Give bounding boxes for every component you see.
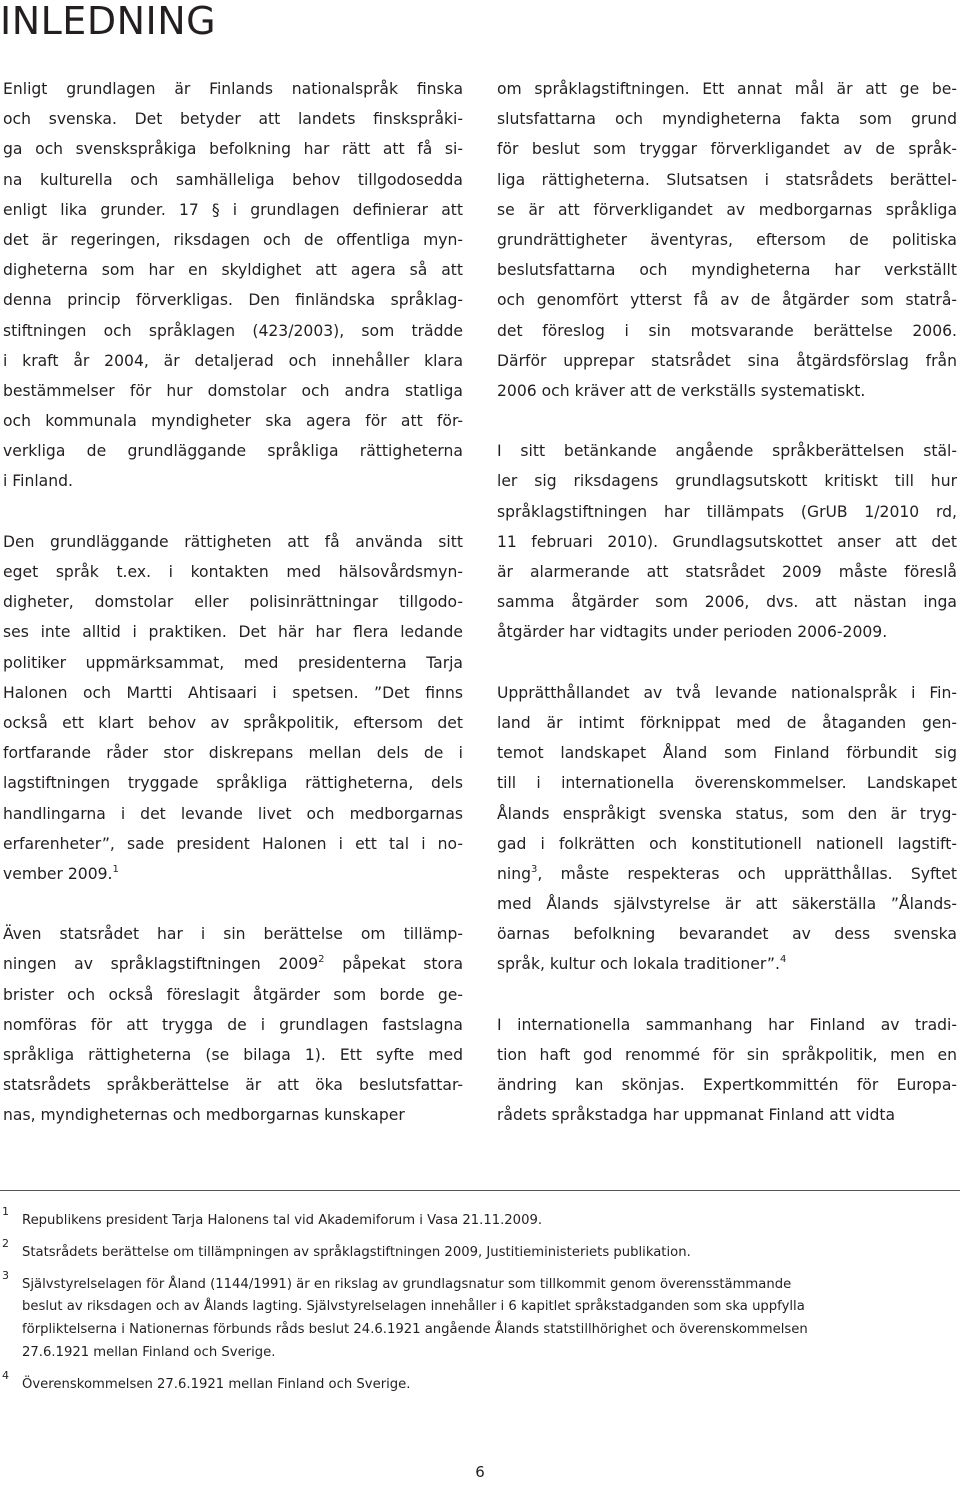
line-text: språkliga rättigheterna (se bilaga 1). Ett syfte med [3,1046,463,1064]
line-text: rådets språkstadga har uppmanat Finland att vidta [497,1106,896,1125]
page-number: 6 [475,1463,485,1481]
text-line [497,497,957,527]
line-text: eget språk t.ex. i kontakten med hälsovårdsmyn- [3,563,463,581]
line-text: till i internationella överenskommelser. Landskapet [497,774,957,793]
paragraph-gap [497,648,957,678]
text-line [3,1040,463,1070]
text-line [497,1010,957,1040]
text-line [497,225,957,255]
text-line [497,799,957,829]
text-line [3,74,463,104]
paragraph [497,74,957,406]
footnote-gap [0,1365,960,1374]
line-text: handlingarna i det levande livet och medborgarnas [3,804,463,823]
text-line [3,738,463,768]
paragraph [3,527,463,889]
text-line [3,708,463,738]
text-line [497,1100,957,1130]
footnote-ref: 4 [779,954,787,966]
footnote-line: Självstyrelselagen för Åland (1144/1991) är en rikslag av grundlagsnatur som tillkommit genom överensstämmande [22,1276,792,1292]
footnote-divider [0,1190,960,1191]
line-text: med Ålands självstyrelse är att säkerställa ”Ålands- [497,895,957,914]
paragraph [497,436,957,647]
footnote [0,1205,937,1233]
text-line [497,376,957,406]
text-line [497,255,957,285]
line-text: det föreslog i sin motsvarande berättelse 2006. [497,321,957,340]
text-line [497,1040,957,1070]
footnote-number: 1 [2,1205,9,1218]
text-line [3,104,463,134]
text-line [3,1070,463,1100]
line-text: ses inte alltid i praktiken. Det här har flera ledande [3,623,463,642]
line-text: ga och svenskspråkiga befolkning har rätt att få si- [3,140,463,159]
line-text: liga rättigheterna. Slutsatsen i statsrådets berättel- [497,170,957,189]
line-text: påpekat stora [324,955,463,974]
line-text: nas, myndigheternas och medborgarnas kunskaper [3,1106,405,1125]
text-line [3,949,463,979]
line-text: brister och också föreslagit åtgärder som borde ge- [3,985,463,1004]
text-line [497,557,957,587]
text-line [497,919,957,949]
line-text: ändring kan skönjas. Expertkommittén för Europa- [497,1076,957,1095]
text-line [3,376,463,406]
text-line [497,829,957,859]
line-text: Ålands enspråkigt svenska status, som den är tryg- [497,804,957,823]
line-text: vember 2009. [3,864,113,883]
text-line [3,557,463,587]
line-text: lagstiftningen tryggade språkliga rättigheterna, dels [3,774,463,793]
text-line [3,316,463,346]
footnote-line: Republikens president Tarja Halonens tal vid Akademiforum i Vasa 21.11.2009. [22,1213,543,1228]
text-line [3,255,463,285]
footnote-gap [0,1233,960,1242]
line-text: na kulturella och samhälleliga behov tillgodosedda [3,170,463,189]
text-line [497,587,957,617]
text-line [3,799,463,829]
paragraph [497,678,957,980]
paragraph-gap [3,497,463,527]
line-text: 2006 och kräver att de verkställs systematiskt. [497,381,866,400]
line-text: fortfarande råder stor diskrepans mellan dels de i [3,744,463,763]
text-line [3,346,463,376]
text-line [3,648,463,678]
line-text: ning [497,864,531,883]
line-text: samma åtgärder som 2006, dvs. att nästan inga [497,593,957,612]
footnotes [0,1205,960,1397]
text-line [497,949,957,979]
text-line [3,919,463,949]
line-text: och svenska. Det betyder att landets finskspråki- [3,110,463,129]
paragraph [3,919,463,1130]
text-line [3,859,463,889]
footnote-line: Överenskommelsen 27.6.1921 mellan Finland och Sverige. [22,1376,411,1392]
text-line [497,346,957,376]
line-text: land är intimt förknippat med de åtaganden gen- [497,713,957,732]
line-text: digheterna som har en skyldighet att agera så att [3,261,463,280]
line-text: språklagstiftningen har tillämpats (GrUB 1/2010 rd, [497,502,957,521]
text-line [497,316,957,346]
line-text: är alarmerande att statsrådet 2009 måste föreslå [497,563,957,581]
line-text: i kraft år 2004, är detaljerad och innehåller klara [3,351,463,370]
line-text: 11 februari 2010). Grundlagsutskottet anser att det [497,532,957,551]
footnote-ref: 3 [531,863,538,875]
text-line [3,678,463,708]
footnote-line: Statsrådets berättelse om tillämpningen av språklagstiftningen 2009, Justitieministeriets publikation. [22,1244,691,1260]
line-text: för beslut som tryggar förverkligandet av de språk- [497,140,957,159]
text-line [497,134,957,164]
text-line [497,285,957,315]
line-text: statsrådets språkberättelse är att öka beslutsfattar- [3,1076,463,1095]
line-text: och kommunala myndigheter ska agera för att för- [3,412,463,431]
line-text: digheter, domstolar eller polisinrättningar tillgodo- [3,593,463,612]
footnote-number: 3 [2,1268,9,1282]
footnote-line: 27.6.1921 mellan Finland och Sverige. [22,1344,276,1360]
text-line [497,74,957,104]
line-text: nomföras för att trygga de i grundlagen fastslagna [3,1015,463,1034]
line-text: beslutsfattarna och myndigheterna har verkställt [497,261,957,280]
left-text-column [3,74,463,1131]
line-text: språk, kultur och lokala traditioner”. [497,955,780,974]
footnote [0,1236,937,1265]
text-line [497,436,957,466]
line-text: bestämmelser för hur domstolar och andra statliga [3,381,463,400]
text-line [497,165,957,195]
line-text: temot landskapet Åland som Finland förbundit sig [497,744,957,763]
text-line [497,738,957,768]
line-text: grundrättigheter äventyras, eftersom de politiska [497,230,957,249]
text-line [497,195,957,225]
text-line [497,466,957,496]
line-text: Enligt grundlagen är Finlands nationalspråk finska [3,80,463,98]
text-line [3,165,463,195]
line-text: politiker uppmärksammat, med presidenterna Tarja [3,653,463,672]
line-text: Den grundläggande rättigheten att få använda sitt [3,532,463,551]
line-text: denna princip förverkligas. Den finländska språklag- [3,291,463,310]
text-line [3,436,463,466]
line-text: tion haft god renommé för sin språkpolitik, men en [497,1046,957,1064]
text-line [497,617,957,647]
text-line [3,768,463,798]
text-line [497,527,957,557]
line-text: , måste respekteras och upprätthållas. Syftet [537,864,957,883]
line-text: det är regeringen, riksdagen och de offentliga myn- [3,230,463,249]
line-text: Halonen och Martti Ahtisaari i spetsen. ”Det finns [3,683,463,702]
line-text: ler sig riksdagens grundlagsutskott kritiskt till hur [497,472,957,491]
line-text: slutsfattarna och myndigheterna fakta som grund [497,110,957,129]
text-line [3,466,463,496]
text-line [3,587,463,617]
footnote-ref: 2 [318,954,325,966]
footnote-ref: 1 [112,863,119,875]
text-line [3,829,463,859]
paragraph-gap [497,980,957,1010]
line-text: gad i folkrätten och konstitutionell nationell lagstift- [497,834,957,853]
line-text: Därför upprepar statsrådet sina åtgärdsförslag från [497,351,957,370]
text-line [497,678,957,708]
line-text: i Finland. [3,472,73,491]
line-text: öarnas befolkning bevarandet av dess svenska [497,925,957,944]
paragraph-gap [3,889,463,919]
line-text: I sitt betänkande angående språkberättelsen stäl- [497,442,957,461]
text-line [3,225,463,255]
text-line [3,285,463,315]
text-line [497,768,957,798]
text-line [497,859,957,889]
text-line [3,1100,463,1130]
section-heading: INLEDNING [0,0,217,43]
text-line [3,980,463,1010]
footnote [0,1268,937,1365]
footnote-line: förpliktelserna i Nationernas förbunds råds beslut 24.6.1921 angående Ålands statstillhörighet och överenskommelsen [22,1322,808,1338]
footnote-number: 2 [2,1236,9,1250]
footnote-number: 4 [2,1368,9,1382]
line-text: Upprätthållandet av två levande nationalspråk i Fin- [497,683,957,702]
line-text: se är att förverkligandet av medborgarnas språkliga [497,200,957,219]
paragraph-gap [497,406,957,436]
line-text: också ett klart behov av språkpolitik, eftersom det [3,713,463,732]
text-line [497,1070,957,1100]
paragraph [497,1010,957,1131]
text-line [3,195,463,225]
line-text: erfarenheter”, sade president Halonen i ett tal i no- [3,834,463,853]
line-text: och genomfört ytterst få av de åtgärder som statrå- [497,291,957,310]
right-text-column [497,74,957,1131]
text-line [3,134,463,164]
line-text: stiftningen och språklagen (423/2003), som trädde [3,321,463,340]
text-line [3,527,463,557]
footnote-line: beslut av riksdagen och av Ålands lagting. Självstyrelselagen innehåller i 6 kapitlet språkstadganden som ska uppfylla [22,1299,805,1315]
text-line [3,1010,463,1040]
paragraph [3,74,463,497]
text-line [3,406,463,436]
line-text: verkliga de grundläggande språkliga rättigheterna [3,442,463,461]
line-text: enligt lika grunder. 17 § i grundlagen definierar att [3,200,463,219]
footnote [0,1368,937,1397]
line-text: åtgärder har vidtagits under perioden 2006-2009. [497,623,888,642]
text-line [497,889,957,919]
line-text: I internationella sammanhang har Finland av tradi- [497,1015,957,1034]
line-text: om språklagstiftningen. Ett annat mål är att ge be- [497,80,957,98]
line-text: Även statsrådet har i sin berättelse om tillämp- [3,925,463,944]
text-line [497,104,957,134]
footnote-gap [0,1265,960,1274]
text-line [497,708,957,738]
text-line [3,617,463,647]
line-text: ningen av språklagstiftningen 2009 [3,955,319,974]
